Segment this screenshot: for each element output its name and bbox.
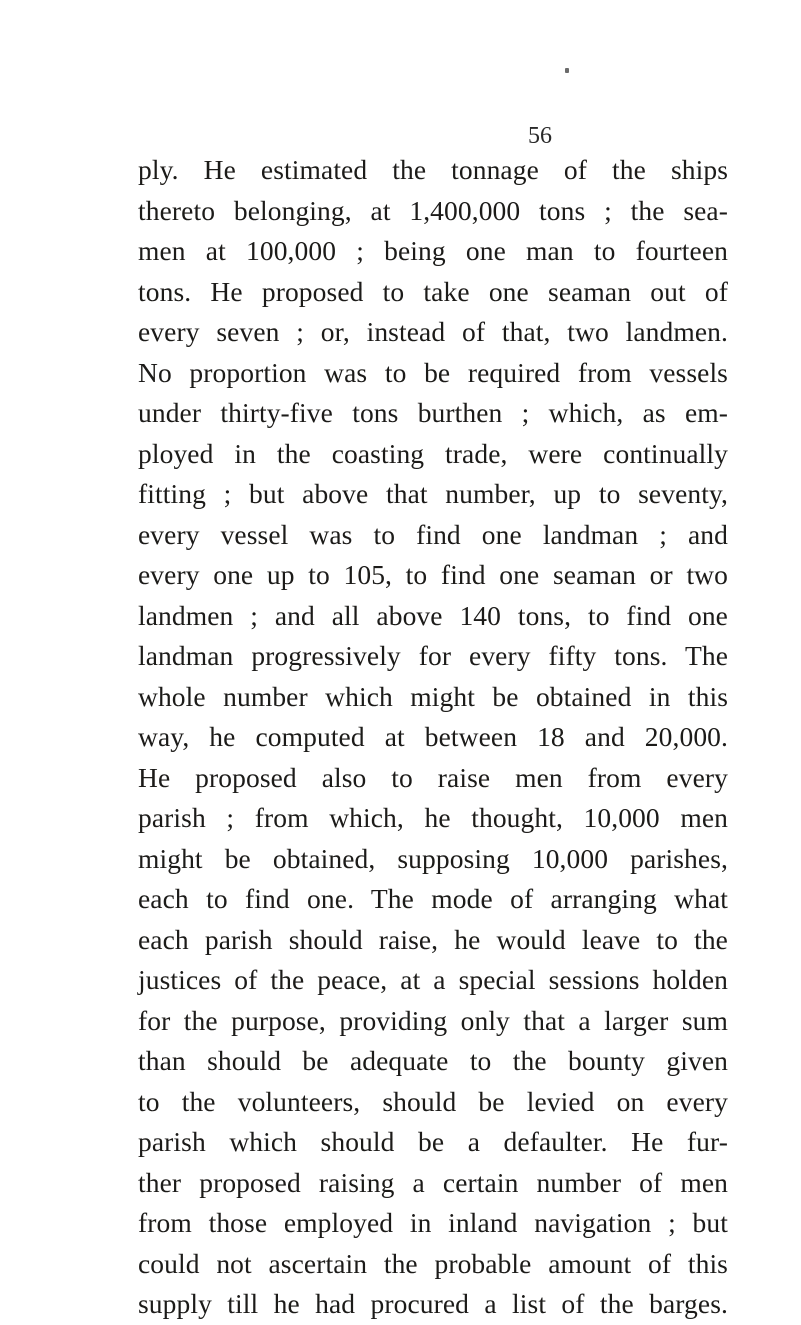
text-line: tons. He proposed to take one seaman out of bbox=[138, 275, 728, 307]
ink-speck bbox=[565, 68, 569, 73]
text-line: supply till he had procured a list of the barges. bbox=[138, 1288, 728, 1319]
text-line: under thirty-five tons burthen ; which, as em- bbox=[138, 397, 728, 428]
text-line: for the purpose, providing only that a larger sum bbox=[138, 1004, 728, 1036]
text-line: No proportion was to be required from vessels bbox=[138, 356, 728, 388]
text-line: every one up to 105, to find one seaman or two bbox=[138, 559, 728, 590]
text-line: each to find one. The mode of arranging what bbox=[138, 883, 728, 914]
text-line: every seven ; or, instead of that, two landmen. bbox=[138, 316, 728, 347]
text-line: might be obtained, supposing 10,000 parishes, bbox=[138, 842, 728, 874]
text-line: ply. He estimated the tonnage of the ships bbox=[138, 154, 728, 185]
text-line: could not ascertain the probable amount of this bbox=[138, 1247, 728, 1279]
text-line: justices of the peace, at a special sessions holden bbox=[138, 964, 728, 995]
text-line: ployed in the coasting trade, were continually bbox=[138, 437, 728, 469]
text-line: from those employed in inland navigation ; but bbox=[138, 1207, 728, 1238]
text-line: landmen ; and all above 140 tons, to find one bbox=[138, 599, 728, 631]
text-line: He proposed also to raise men from every bbox=[138, 761, 728, 793]
text-line: landman progressively for every fifty tons. The bbox=[138, 640, 728, 671]
text-line: to the volunteers, should be levied on every bbox=[138, 1085, 728, 1117]
text-line: fitting ; but above that number, up to seventy, bbox=[138, 478, 728, 509]
text-line: than should be adequate to the bounty given bbox=[138, 1045, 728, 1076]
body-text bbox=[138, 150, 728, 1325]
text-line: ther proposed raising a certain number of men bbox=[138, 1166, 728, 1198]
text-line: every vessel was to find one landman ; and bbox=[138, 518, 728, 550]
text-line: whole number which might be obtained in this bbox=[138, 680, 728, 712]
text-line: way, he computed at between 18 and 20,000. bbox=[138, 721, 728, 752]
text-line: parish which should be a defaulter. He fur- bbox=[138, 1126, 728, 1157]
page-number: 56 bbox=[528, 123, 552, 149]
text-line: men at 100,000 ; being one man to fourteen bbox=[138, 235, 728, 266]
text-line: thereto belonging, at 1,400,000 tons ; the sea- bbox=[138, 194, 728, 226]
text-line: parish ; from which, he thought, 10,000 men bbox=[138, 802, 728, 833]
text-line: each parish should raise, he would leave to the bbox=[138, 923, 728, 955]
